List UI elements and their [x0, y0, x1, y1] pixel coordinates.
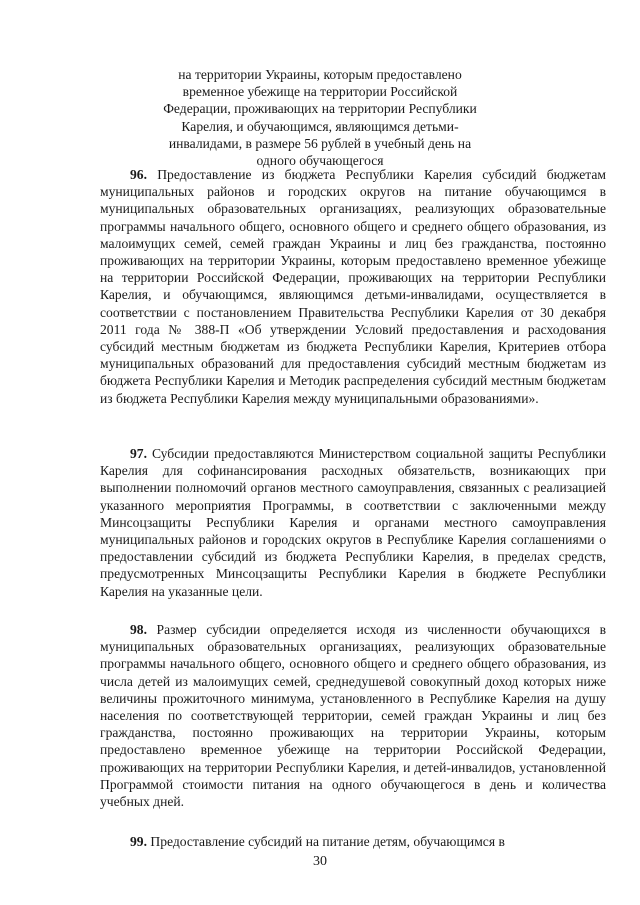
paragraph-99 — [100, 833, 606, 850]
paragraph-number: 97. — [130, 446, 147, 461]
paragraph-number: 99. — [130, 834, 147, 849]
paragraph-98 — [100, 621, 606, 810]
paragraph-text: Предоставление из бюджета Республики Карелия субсидий бюджетам муниципальных районов и городских округов на питание обучающимся в муниципальных образовательных организациях, реализующих образовательные программы начального общего, основного общего и среднего общего образования, из малоимущих семей, семей граждан Украины и лиц без гражданства, постоянно проживающих на территории Украины, которым предоставлено временное убежище на территории Российской Федерации, проживающих на территории Республики Карелия, и обучающимся, являющимся детьми-инвалидами, осуществляется в соответствии с постановлением Правительства Республики Карелия от 30 декабря 2011 года № 388-П «Об утверждении Условий предоставления и расходования субсидий местным бюджетам из бюджета Республики Карелия, Критериев отбора муниципальных образований для предоставления субсидий местным бюджетам из бюджета Республики Карелия и Методик распределения субсидий местным бюджетам из бюджета Республики Карелия между муниципальными образованиями». — [100, 167, 606, 406]
page-number: 30 — [313, 854, 327, 869]
paragraph-number: 96. — [130, 167, 147, 182]
paragraph-97 — [100, 445, 606, 600]
paragraph-96 — [100, 166, 606, 407]
paragraph-number: 98. — [130, 622, 147, 637]
paragraph-text: Размер субсидии определяется исходя из численности обучающихся в муниципальных образовательных организациях, реализующих образовательные программы начального общего, основного общего и среднего общего образования, из числа детей из малоимущих семей, среднедушевой совокупный доход которых ниже величины прожиточного минимума, установленного в Республике Карелия на душу населения по соответствующей территории, семей граждан Украины и лиц без гражданства, постоянно проживающих на территории Украины, которым предоставлено временное убежище на территории Российской Федерации, проживающих на территории Республики Карелия, и детей-инвалидов, установленной Программой стоимости питания на одного обучающегося в день и количества учебных дней. — [100, 622, 606, 810]
paragraph-text: Предоставление субсидий на питание детям, обучающимся в — [147, 834, 505, 849]
intro-paragraph: на территории Украины, которым предоставлено временное убежище на территории Российской Федерации, проживающих на территории Республики Карелия, и обучающимся, являющимся детьми-инвалидами, в размере 56 рублей в учебный день на одного обучающегося — [163, 67, 477, 169]
paragraph-text: Субсидии предоставляются Министерством социальной защиты Республики Карелия для софинансирования расходных обязательств, возникающих при выполнении полномочий органов местного самоуправления, связанных с реализацией указанного мероприятия Программы, в соответствии с заключенными между Минсоцзащиты Республики Карелия и органами местного самоуправления муниципальных районов и городских округов в Республике Карелия соглашениями о предоставлении субсидий из бюджета Республики Карелия, в пределах средств, предусмотренных Минсоцзащиты Республики Карелия в бюджете Республики Карелия на указанные цели. — [100, 446, 606, 599]
